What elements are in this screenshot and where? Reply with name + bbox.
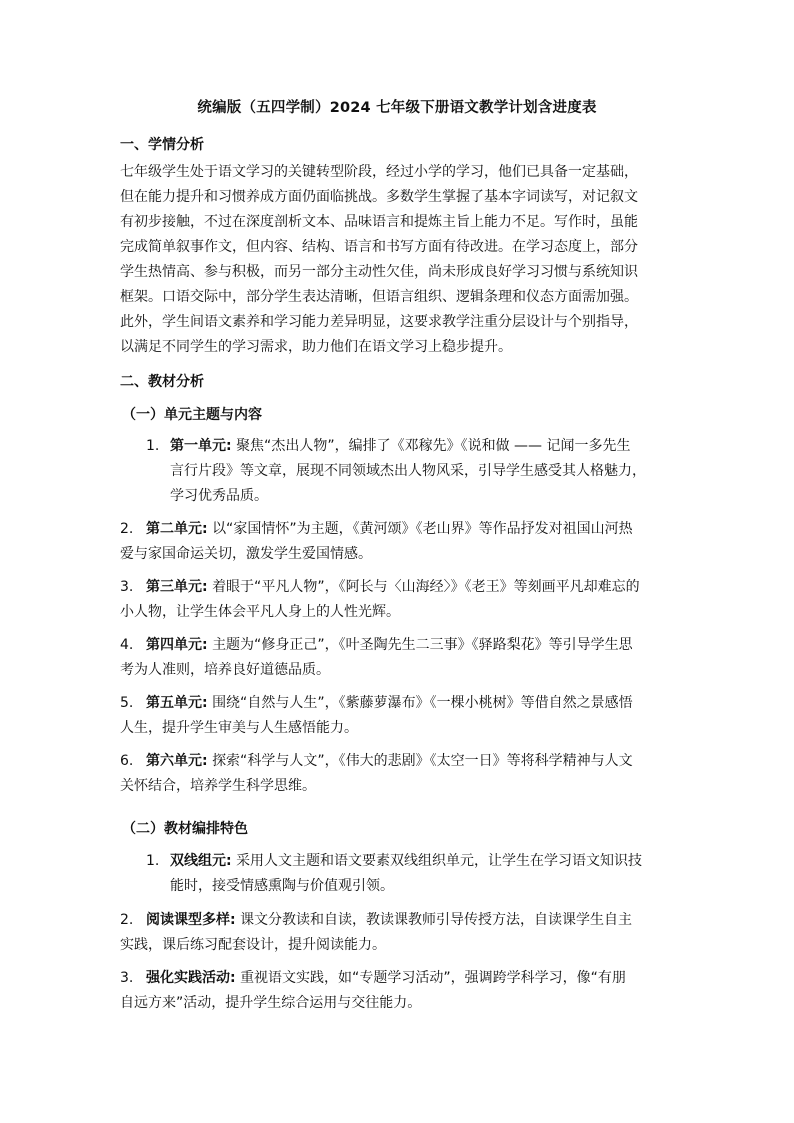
paragraph-line: 学生热情高、参与积极，而另一部分主动性欠佳，尚未形成良好学习习惯与系统知识	[120, 264, 638, 280]
list-item-text: 采用人文主题和语文要素双线组织单元，让学生在学习语文知识技	[236, 853, 643, 869]
list-number: 3.	[120, 970, 134, 986]
feature-list-item	[120, 966, 676, 1016]
list-item-text: 爱与家国命运关切，激发学生爱国情感。	[120, 546, 372, 562]
list-item-text: 重视语文实践，如“专题学习活动”，强调跨学科学习，像“有朋	[240, 970, 626, 986]
list-item-text: 小人物，让学生体会平凡人身上的人性光辉。	[120, 604, 400, 620]
list-item-label: 第五单元:	[146, 695, 208, 711]
list-number: 1.	[146, 438, 160, 454]
list-item-text: 自远方来”活动，提升学生综合运用与交往能力。	[120, 995, 422, 1011]
list-item-label: 第四单元:	[146, 637, 208, 653]
list-item-text: 聚焦“杰出人物”，编排了《邓稼先》《说和做 —— 记闻一多先生	[236, 438, 631, 454]
list-item-label: 第二单元:	[146, 521, 208, 537]
list-item-text: 人生，提升学生审美与人生感悟能力。	[120, 720, 358, 736]
list-item-text: 课文分教读和自读，教读课教师引导传授方法，自读课学生自主	[240, 912, 633, 928]
list-item-text: 关怀结合，培养学生科学思维。	[120, 778, 316, 794]
feature-list-item	[146, 849, 674, 899]
paragraph-line: 有初步接触，不过在深度剖析文本、品味语言和提炼主旨上能力不足。写作时，虽能	[120, 214, 638, 230]
unit-list-item	[120, 517, 676, 567]
paragraph-line: 框架。口语交际中，部分学生表达清晰，但语言组织、逻辑条理和仪态方面需加强。	[120, 289, 638, 305]
subsection-heading-unit-themes: （一）单元主题与内容	[122, 407, 262, 423]
list-item-label: 阅读课型多样:	[146, 912, 236, 928]
section-heading-textbook-analysis: 二、教材分析	[120, 374, 204, 390]
list-item-text: 着眼于“平凡人物”，《阿长与〈山海经〉》《老王》等刻画平凡却难忘的	[212, 579, 640, 595]
list-item-text: 主题为“修身正己”，《叶圣陶先生二三事》《驿路梨花》等引导学生思	[212, 637, 633, 653]
list-item-text: 探索“科学与人文”，《伟大的悲剧》《太空一日》等将科学精神与人文	[212, 753, 633, 769]
list-number: 1.	[146, 853, 160, 869]
unit-list-item	[120, 691, 676, 741]
list-number: 6.	[120, 753, 134, 769]
list-item-text: 考为人准则，培养良好道德品质。	[120, 662, 330, 678]
list-item-label: 双线组元:	[170, 853, 232, 869]
subsection-heading-compilation-features: （二）教材编排特色	[122, 821, 248, 837]
list-item-text: 围绕“自然与人生”，《紫藤萝瀑布》《一棵小桃树》等借自然之景感悟	[212, 695, 633, 711]
unit-list-item	[120, 633, 676, 683]
unit-list-item	[146, 434, 674, 509]
learning-analysis-paragraph	[120, 160, 676, 360]
list-item-text: 言行片段》等文章，展现不同领域杰出人物风采，引导学生感受其人格魅力，	[170, 463, 646, 479]
list-item-label: 第六单元:	[146, 753, 208, 769]
list-item-text: 学习优秀品质。	[170, 488, 268, 504]
paragraph-line: 此外，学生间语文素养和学习能力差异明显，这要求教学注重分层设计与个别指导，	[120, 314, 638, 330]
document-title: 统编版（五四学制）2024 七年级下册语文教学计划含进度表	[197, 100, 597, 116]
feature-list-item	[120, 908, 676, 958]
list-number: 4.	[120, 637, 134, 653]
paragraph-line: 但在能力提升和习惯养成方面仍面临挑战。多数学生掌握了基本字词读写，对记叙文	[120, 189, 638, 205]
list-number: 3.	[120, 579, 134, 595]
section-heading-learning-analysis: 一、学情分析	[120, 137, 204, 153]
list-item-text: 能时，接受情感熏陶与价值观引领。	[170, 878, 394, 894]
list-number: 5.	[120, 695, 134, 711]
list-item-text: 以“家国情怀”为主题，《黄河颂》《老山界》等作品抒发对祖国山河热	[212, 521, 633, 537]
paragraph-line: 七年级学生处于语文学习的关键转型阶段，经过小学的学习，他们已具备一定基础，	[120, 164, 638, 180]
paragraph-line: 以满足不同学生的学习需求，助力他们在语文学习上稳步提升。	[120, 339, 512, 355]
list-number: 2.	[120, 521, 134, 537]
unit-list-item	[120, 749, 676, 799]
list-item-label: 第三单元:	[146, 579, 208, 595]
list-item-text: 实践，课后练习配套设计，提升阅读能力。	[120, 937, 386, 953]
list-item-label: 强化实践活动:	[146, 970, 236, 986]
list-number: 2.	[120, 912, 134, 928]
list-item-label: 第一单元:	[170, 438, 232, 454]
paragraph-line: 完成简单叙事作文，但内容、结构、语言和书写方面有待改进。在学习态度上，部分	[120, 239, 638, 255]
unit-list-item	[120, 575, 676, 625]
